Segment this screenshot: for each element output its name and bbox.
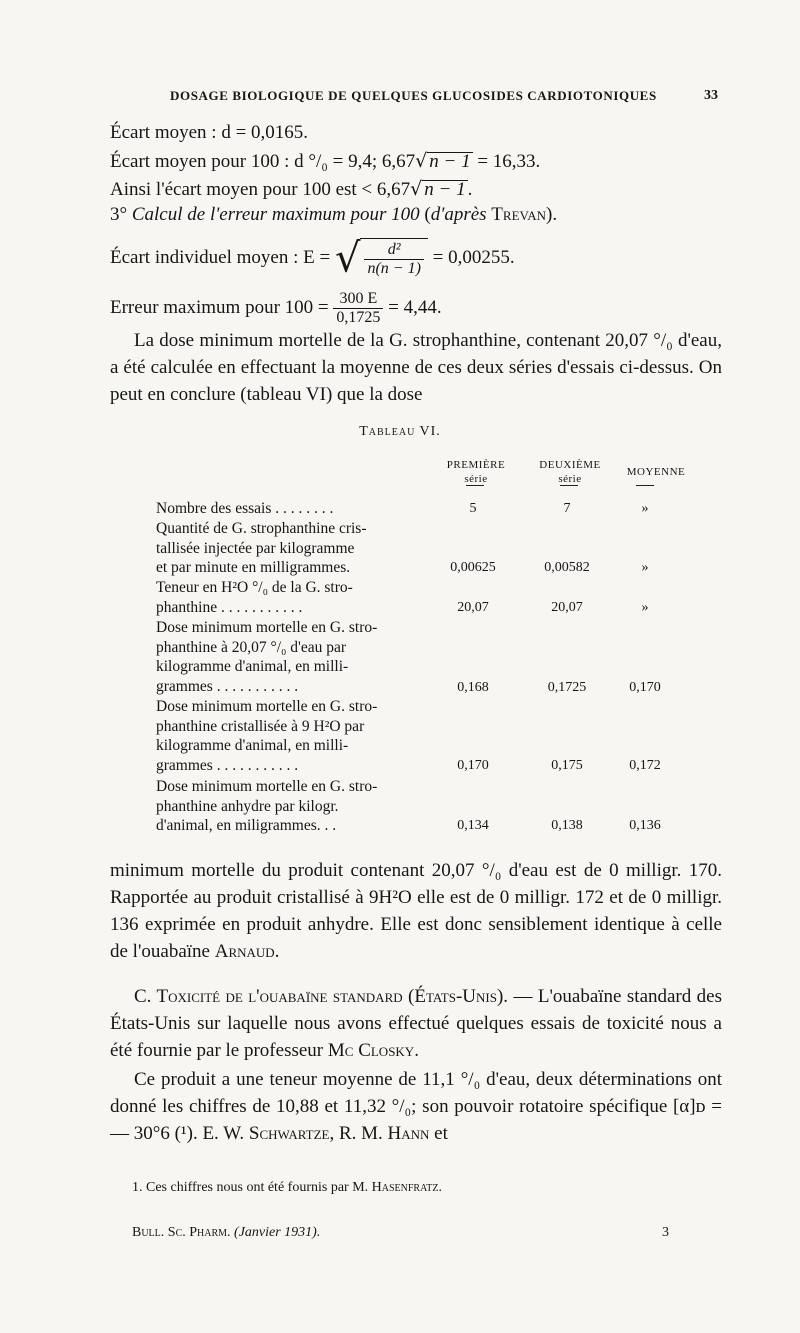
fraction-ecart-individuel: $\frac{\text{d²}}{n(n - 1)}$ bbox=[364, 241, 423, 278]
footnote: 1. Ces chiffres nous ont été fournis par M. Hasenfratz. bbox=[132, 1180, 442, 1195]
journal-signature: Bull. Sc. Pharm. (Janvier 1931). bbox=[132, 1225, 321, 1240]
table-cell: 20,07 bbox=[457, 600, 489, 615]
column-header-premiere: PREMIÈRE série bbox=[446, 459, 506, 485]
page-number: 33 bbox=[704, 88, 718, 103]
table-cell: 0,168 bbox=[457, 680, 489, 695]
paragraph-dose-minimum: La dose minimum mortelle de la G. strophanthine, contenant 20,07 °/₀ d'eau, a été calculée en effectuant la moyenne de ces deux séries d'essais ci-dessus. On peut en conclure (tableau VI) que la dose bbox=[110, 330, 722, 405]
fraction-erreur-maximum: $\frac{300 E}{0,1725}$ bbox=[333, 290, 383, 327]
table-cell: 0,170 bbox=[629, 680, 661, 695]
column-header-deuxieme: DEUXIÈME série bbox=[539, 459, 601, 485]
formula-ecart-individuel: Écart individuel moyen : E = √ $\frac{\text{d²}}{n(n - 1)}$ = 0,00255. bbox=[110, 235, 515, 282]
table-row-label: Teneur en H²O °/₀ de la G. stro- phanthine . . . . . . . . . . . bbox=[156, 579, 353, 616]
table-row-label: Quantité de G. strophanthine cris- tallisée injectée par kilogramme et par minute en milligrammes. bbox=[156, 520, 367, 576]
formula-ecart-moyen: Écart moyen : d = 0,0165. bbox=[110, 122, 309, 143]
section-heading: C. Toxicité de l'ouabaïne standard (États-Unis). bbox=[134, 986, 509, 1007]
column-rule bbox=[466, 485, 484, 486]
table-row-label: Nombre des essais . . . . . . . . bbox=[156, 500, 334, 517]
formula-erreur-maximum: Erreur maximum pour 100 = $\frac{300 E}{0,1725}$ = 4,44. bbox=[110, 290, 442, 327]
table-cell: 20,07 bbox=[551, 600, 583, 615]
table-cell: 0,172 bbox=[629, 758, 661, 773]
paragraph-ouabaine-standard: C. Toxicité de l'ouabaïne standard (États-Unis). — L'ouabaïne standard des États-Unis sur laquelle nous avons effectué quelques essais de toxicité nous a été fournie par le professeur Mc Closky. bbox=[110, 986, 722, 1061]
table-title: Tableau VI. bbox=[359, 424, 441, 439]
formula-ainsi: Ainsi l'écart moyen pour 100 est < 6,67√ n − 1 . bbox=[110, 178, 473, 200]
sheet-number: 3 bbox=[662, 1225, 669, 1240]
table-cell: » bbox=[641, 600, 649, 615]
table-cell: » bbox=[641, 501, 649, 516]
table-cell: 0,00625 bbox=[450, 560, 496, 575]
paragraph-teneur: Ce produit a une teneur moyenne de 11,1 °/₀ d'eau, deux déterminations ont donné les chiffres de 10,88 et 11,32 °/₀; son pouvoir rotatoire spécifique [α]ᴅ = — 30°6 (¹). E. W. Schwartze, R. M. Hann et bbox=[110, 1069, 722, 1144]
table-cell: 0,00582 bbox=[544, 560, 590, 575]
table-cell: 0,175 bbox=[551, 758, 583, 773]
section-calcul-heading: 3° Calcul de l'erreur maximum pour 100 (d'après Trevan). bbox=[110, 204, 558, 225]
table-cell: 0,136 bbox=[629, 818, 661, 833]
table-cell: 5 bbox=[469, 501, 477, 516]
table-cell: 0,134 bbox=[457, 818, 489, 833]
table-cell: » bbox=[641, 560, 649, 575]
table-cell: 0,1725 bbox=[547, 680, 587, 695]
running-title: DOSAGE BIOLOGIQUE DE QUELQUES GLUCOSIDES CARDIOTONIQUES bbox=[170, 88, 657, 103]
table-cell: 7 bbox=[563, 501, 571, 516]
column-rule bbox=[560, 485, 578, 486]
column-rule bbox=[636, 485, 654, 486]
table-row-label: Dose minimum mortelle en G. stro- phanthine à 20,07 °/₀ d'eau par kilogramme d'animal, en milli- grammes . . . . . . . . . . . bbox=[156, 619, 378, 695]
column-header-moyenne: MOYENNE bbox=[626, 466, 686, 478]
table-row-label: Dose minimum mortelle en G. stro- phanthine cristallisée à 9 H²O par kilogramme d'animal, en milli- grammes . . . . . . . . . . . bbox=[156, 698, 378, 774]
paragraph-conclusion: minimum mortelle du produit contenant 20,07 °/₀ d'eau est de 0 milligr. 170. Rapportée au produit cristallisé à 9H²O elle est de 0 milligr. 172 et de 0 milligr. 136 exprimée en produit anhydre. Elle est donc sensiblement identique à celle de l'ouabaïne Arnaud. bbox=[110, 860, 722, 962]
table-row-label: Dose minimum mortelle en G. stro- phanthine anhydre par kilogr. d'animal, en miligrammes. . . bbox=[156, 778, 378, 834]
formula-ecart-pour-100: Écart moyen pour 100 : d °/₀ = 9,4; 6,67√ n − 1 = 16,33. bbox=[110, 150, 541, 172]
table-cell: 0,170 bbox=[457, 758, 489, 773]
table-cell: 0,138 bbox=[551, 818, 583, 833]
